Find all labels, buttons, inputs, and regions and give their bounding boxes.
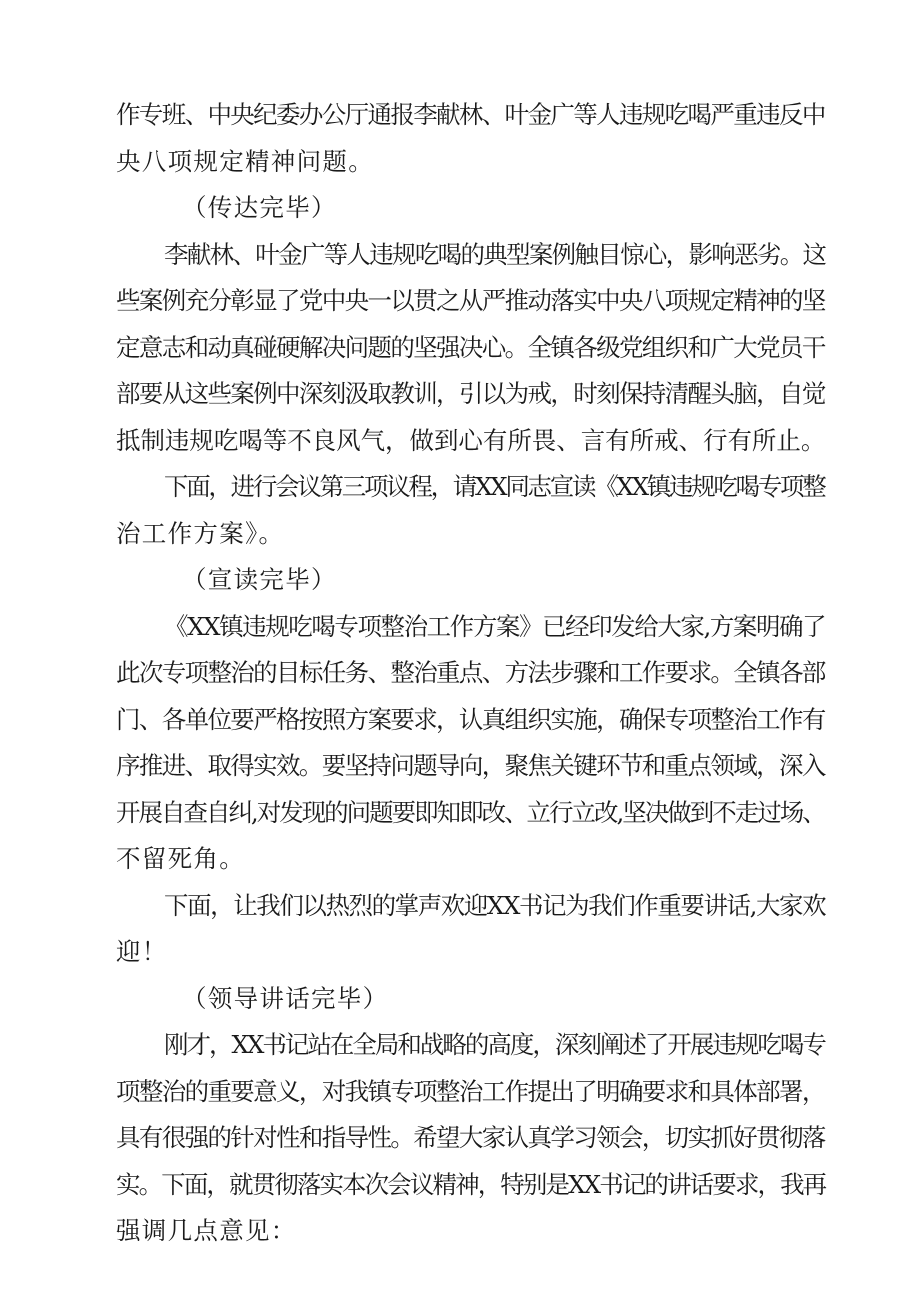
document-body <box>116 92 828 1255</box>
document-line: 强调几点意见： <box>116 1216 297 1245</box>
document-line: 李献林、叶金广等人违规吃喝的典型案例触目惊心，影响恶劣。这 <box>164 239 826 269</box>
document-line: 部要从这些案例中深刻汲取教训，引以为戒，时刻保持清醒头脑，自觉 <box>116 379 825 408</box>
document-line: 下面，进行会议第三项议程，请XX同志宣读《XX镇违规吃喝专项整 <box>164 472 825 501</box>
document-line: 刚才，XX书记站在全局和战略的高度，深刻阐述了开展违规吃喝专 <box>164 1030 825 1059</box>
document-line: 下面，让我们以热烈的掌声欢迎XX书记为我们作重要讲话,大家欢 <box>164 890 826 920</box>
document-line: 具有很强的针对性和指导性。希望大家认真学习领会，切实抓好贯彻落 <box>116 1123 825 1152</box>
document-line: 此次专项整治的目标任务、整治重点、方法步骤和工作要求。全镇各部 <box>116 658 825 687</box>
document-line: 实。下面，就贯彻落实本次会议精神，特别是XX书记的讲话要求，我再 <box>116 1169 826 1199</box>
document-line: 开展自查自纠,对发现的问题要即知即改、立行立改,坚决做到不走过场、 <box>116 797 825 827</box>
document-line: 定意志和动真碰硬解决问题的坚强决心。全镇各级党组织和广大党员干 <box>116 332 825 362</box>
document-line: 些案例充分彰显了党中央一以贯之从严推动落实中央八项规定精神的坚 <box>116 286 825 315</box>
document-line: 不留死角。 <box>116 844 245 873</box>
document-line: （传达完毕） <box>182 193 337 222</box>
document-line: 作专班、中央纪委办公厅通报李献林、叶金广等人违规吃喝严重违反中 <box>116 100 825 129</box>
document-line: 抵制违规吃喝等不良风气，做到心有所畏、言有所戒、行有所止。 <box>116 425 826 455</box>
document-line: 迎！ <box>116 937 168 966</box>
document-line: 央八项规定精神问题。 <box>116 146 374 176</box>
document-line: （领导讲话完毕） <box>182 983 389 1013</box>
document-line: 序推进、取得实效。要坚持问题导向，聚焦关键环节和重点领域，深入 <box>116 751 825 780</box>
document-line: 治工作方案》。 <box>116 518 285 548</box>
document-line: 《XX镇违规吃喝专项整治工作方案》已经印发给大家,方案明确了 <box>164 611 826 641</box>
document-line: （宣读完毕） <box>182 565 337 594</box>
document-line: 门、各单位要严格按照方案要求，认真组织实施，确保专项整治工作有 <box>116 704 825 734</box>
document-line: 项整治的重要意义，对我镇专项整治工作提出了明确要求和具体部署， <box>116 1076 825 1106</box>
